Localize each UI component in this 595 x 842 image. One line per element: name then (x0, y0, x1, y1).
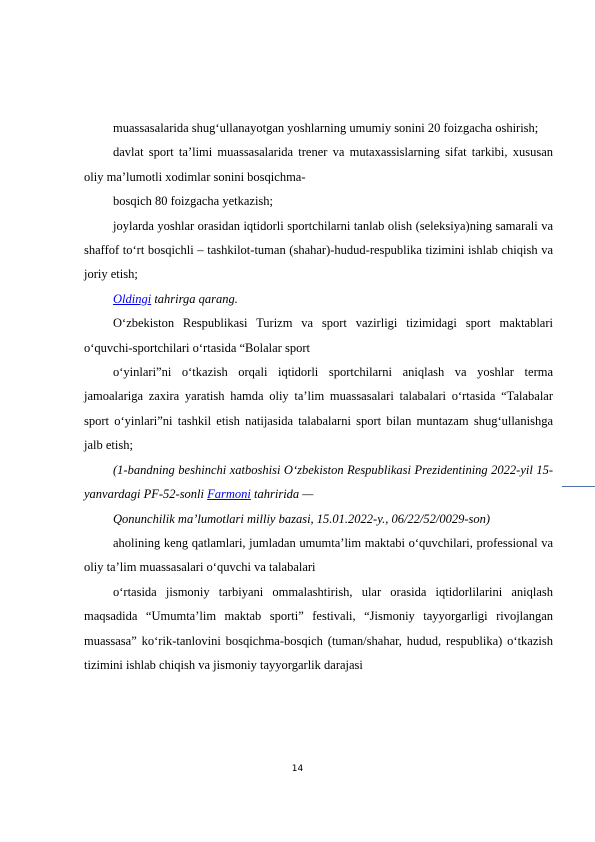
paragraph-goal-youth-share (84, 116, 553, 140)
paragraph-text: joylarda yoshlar orasidan iqtidorli sportchilarni tanlab olish (seleksiya)ning samarali va shaffof to‘rt bosqichli – tashkilot-tuman (shahar)-hudud-respublika tizimini ishlab chiqish va joriy etish; (84, 218, 553, 282)
page-number: 14 (291, 764, 304, 774)
paragraph-text: davlat sport ta’limi muassasalarida trener va mutaxassislarning sifat tarkibi, xususan oliy ma’lumotli xodimlar sonini bosqichma- (84, 145, 553, 184)
paragraph-student-games (84, 360, 553, 458)
legislation-database-reference (84, 507, 553, 531)
paragraph-trainer-target (84, 189, 553, 213)
paragraph-population-layers (84, 531, 553, 580)
page-body (84, 116, 553, 677)
reference-text: Qonunchilik ma’lumotlari milliy bazasi, 15.01.2022-y., 06/22/52/0029-son) (113, 511, 491, 526)
paragraph-text: O‘zbekiston Respublikasi Turizm va sport vazirligi tizimidagi sport maktablari o‘quvchi-sportchilari o‘rtasida “Bolalar sport (84, 316, 553, 355)
previous-edition-note (84, 287, 553, 311)
previous-edition-text: tahrirga qarang. (151, 291, 238, 306)
previous-edition-link[interactable]: Oldingi (113, 291, 152, 306)
paragraph-physical-education (84, 580, 553, 678)
paragraph-text: bosqich 80 foizgacha yetkazish; (113, 194, 274, 209)
paragraph-selection-system (84, 214, 553, 287)
paragraph-text: muassasalarida shug‘ullanayotgan yoshlarning umumiy sonini 20 foizgacha oshirish; (113, 121, 539, 135)
margin-line-marker (562, 486, 595, 487)
paragraph-ministry-schools (84, 311, 553, 360)
amendment-text-end: tahririda — (250, 487, 314, 502)
paragraph-text: aholining keng qatlamlari, jumladan umumta’lim maktabi o‘quvchilari, professional va oliy ta’lim muassasalari o‘quvchi va talabalari (84, 535, 553, 575)
amendment-text: (1-bandning beshinchi xatboshisi O‘zbekiston Respublikasi Prezidentining 2022-yil 15-yanvardagi PF-52-sonli (84, 462, 553, 502)
paragraph-trainer-quality (84, 140, 553, 189)
amendment-note (84, 458, 553, 507)
paragraph-text: o‘yinlari”ni o‘tkazish orqali iqtidorli sportchilarni aniqlash va yoshlar terma jamoalariga zaxira yaratish hamda oliy ta’lim muassasalari talabalari o‘rtasida “Talabalar sport o‘yinlari”ni tashkil etish natijasida talabalarni sport bilan muntazam shug‘ullanishga jalb etish; (84, 365, 553, 453)
decree-link[interactable]: Farmoni (207, 487, 251, 502)
paragraph-text: o‘rtasida jismoniy tarbiyani ommalashtirish, ular orasida iqtidorlilarini aniqlash maqsadida “Umumta’lim maktab sporti” festivali, “Jismoniy tayyorgarligi rivojlangan muassasa” ko‘rik-tanlovini bosqichma-bosqich (tuman/shahar, hudud, respublika) o‘tkazish tizimini ishlab chiqish va jismoniy tayyorgarlik darajasi (84, 584, 553, 672)
